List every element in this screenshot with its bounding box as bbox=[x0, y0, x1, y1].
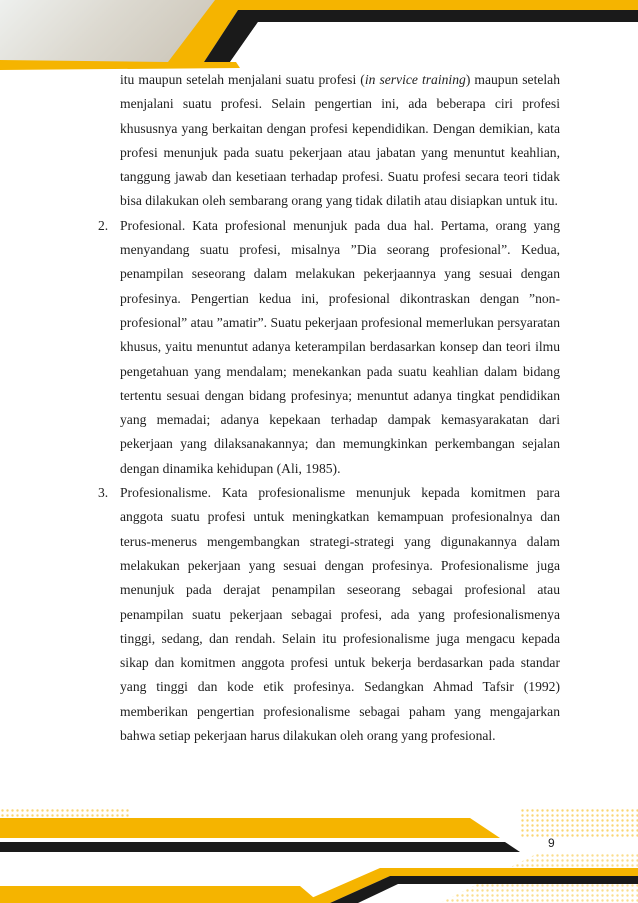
body-text bbox=[86, 68, 560, 748]
continuation-paragraph: itu maupun setelah menjalani suatu profesi (in service training) maupun setelah menjalani suatu profesi. Selain pengertian ini, ada beberapa ciri profesi khususnya yang berkaitan dengan profesi kependidikan. Dengan demikian, kata profesi menunjuk pada suatu pekerjaan atau jabatan yang menuntut keahlian, tanggung jawab dan kesetiaan terhadap profesi. Suatu profesi secara teori tidak bisa dilakukan oleh sembarang orang yang tidak dilatih atau disiapkan untuk itu. bbox=[120, 72, 560, 209]
header-stripes bbox=[0, 0, 638, 72]
list-item bbox=[86, 481, 560, 748]
header-banner bbox=[0, 0, 638, 72]
footer-stripes bbox=[0, 808, 638, 903]
list-number: 2. bbox=[98, 217, 109, 233]
list-item bbox=[86, 214, 560, 481]
footer-banner bbox=[0, 808, 638, 903]
list-text: Profesional. Kata profesional menunjuk pada dua hal. Pertama, orang yang menyandang suatu profesi, misalnya ”Dia seorang profesional”. Kedua, penampilan seseorang dalam melakukan pekerjaannya yang sesuai dengan profesinya. Pengertian kedua ini, profesional dikontraskan dengan ”non-profesional” atau ”amatir”. Suatu pekerjaan profesional memerlukan persyaratan khusus, yaitu menuntut adanya keterampilan berdasarkan konsep dan teori ilmu pengetahuan yang mendalam; menekankan pada suatu keahlian dalam bidang tertentu sesuai dengan bidang profesinya; menuntut adanya tingkat pendidikan yang memadai; adanya kepekaan terhadap dampak kemasyarakatan dari pekerjaan yang dilaksanakannya; dan memungkinkan perkembangan sejalan dengan dinamika kehidupan (Ali, 1985). bbox=[120, 217, 560, 476]
italic-term: in service training bbox=[364, 72, 466, 87]
list-text: Profesionalisme. Kata profesionalisme menunjuk kepada komitmen para anggota suatu profesi untuk meningkatkan kemampuan profesionalnya dan terus-menerus mengembangkan strategi-strategi yang digunakannya dalam melakukan pekerjaan yang sesuai dengan profesinya. Profesionalisme juga menunjuk pada derajat penampilan seseorang sebagai profesional atau penampilan suatu pekerjaan sebagai profesi, ada yang profesionalismenya tinggi, sedang, dan rendah. Selain itu profesionalisme juga mengacu kepada sikap dan komitmen anggota profesi untuk bekerja berdasarkan pada standar yang tinggi dan kode etik profesinya. Sedangkan Ahmad Tafsir (1992) memberikan pengertian profesionalisme sebagai paham yang mengajarkan bahwa setiap pekerjaan harus dilakukan oleh orang yang profesional. bbox=[120, 485, 560, 744]
list-number: 3. bbox=[98, 485, 109, 501]
page-number: 9 bbox=[548, 836, 555, 850]
